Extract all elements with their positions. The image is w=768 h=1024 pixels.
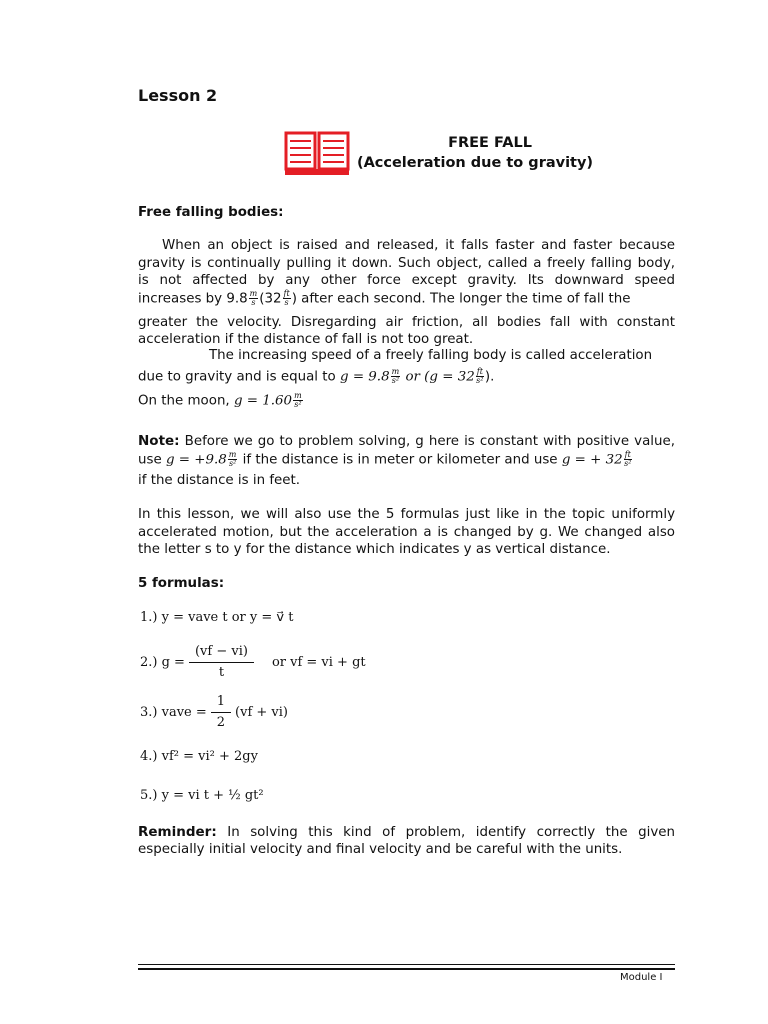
unit-ft-per-s: $\frac{ft}{s}$: [283, 289, 290, 307]
formula-2-fraction: $\frac{(vf - vi)}{t}$: [189, 644, 254, 680]
formula-3-fraction: $\frac{1}{2}$: [211, 694, 231, 730]
note-line3: if the distance is in feet.: [138, 473, 301, 488]
lesson-label: Lesson 2: [138, 86, 218, 105]
lesson-para-line3: the letter s to y for the distance which indicates y as vertical distance.: [138, 542, 611, 557]
note-line1: Note: Before we go to problem solving, g here is constant with positive value,: [138, 433, 675, 449]
footer-rule-thick: [138, 968, 675, 970]
moon-gravity-line: On the moon, g = 1.60 $\frac{m}{\text{s²}}$: [138, 391, 302, 409]
formulas-heading: 5 formulas:: [138, 576, 225, 591]
subtitle-acceleration: (Acceleration due to gravity): [356, 155, 594, 171]
open-book-icon: [284, 131, 350, 185]
para1-line4: increases by 9.8 $\frac{m}{s}$ (32 $\frac{ft}{s}$ ) after each second. The longer the time of fall the: [138, 289, 631, 307]
para1-line5: greater the velocity. Disregarding air friction, all bodies fall with constant: [138, 315, 675, 330]
para2-line2: due to gravity and is equal to g = 9.8 $\frac{m}{\text{s²}}$ or (g = 32 $\frac{ft}{\text{s²}}$ ).: [138, 367, 495, 385]
formula-3: 3.) vave = $\frac{1}{2}$ (vf + vi): [140, 694, 289, 730]
section-heading-free-falling: Free falling bodies:: [138, 205, 284, 220]
formula-5: 5.) y = vi t + ½ gt²: [140, 788, 264, 803]
para1-line3: is not affected by any other force except gravity. Its downward speed: [138, 273, 675, 288]
para1-line2: gravity is continually pulling it down. Such object, called a freely falling body,: [138, 256, 675, 271]
para1-line1: When an object is raised and released, it falls faster and faster because: [162, 238, 675, 253]
title-free-fall: FREE FALL: [448, 135, 532, 151]
note-line2: use g = +9.8 $\frac{m}{\text{s²}}$ if the distance is in meter or kilometer and use g = + 32 $\frac{ft}{\text{s²}}$: [138, 450, 632, 468]
formula-4: 4.) vf² = vi² + 2gy: [140, 749, 258, 764]
lesson-para-line2: accelerated motion, but the acceleration a is changed by g. We changed also: [138, 525, 675, 540]
formula-1: 1.) y = vave t or y = v⃗ t: [140, 610, 294, 625]
para1-line6: acceleration if the distance of fall is not too great.: [138, 332, 474, 347]
lesson-para-line1: In this lesson, we will also use the 5 formulas just like in the topic uniformly: [138, 507, 675, 522]
para2-line1: The increasing speed of a freely falling body is called acceleration: [209, 348, 653, 363]
reminder-line2: especially initial velocity and final velocity and be careful with the units.: [138, 842, 623, 857]
reminder-line1: Reminder: In solving this kind of problem, identify correctly the given: [138, 824, 675, 840]
footer-module-label: Module I: [620, 972, 663, 983]
footer-rule-thin: [138, 964, 675, 965]
unit-m-per-s: $\frac{m}{s}$: [249, 289, 258, 307]
formula-2: 2.) g = $\frac{(vf - vi)}{t}$ or vf = vi + gt: [140, 644, 366, 680]
